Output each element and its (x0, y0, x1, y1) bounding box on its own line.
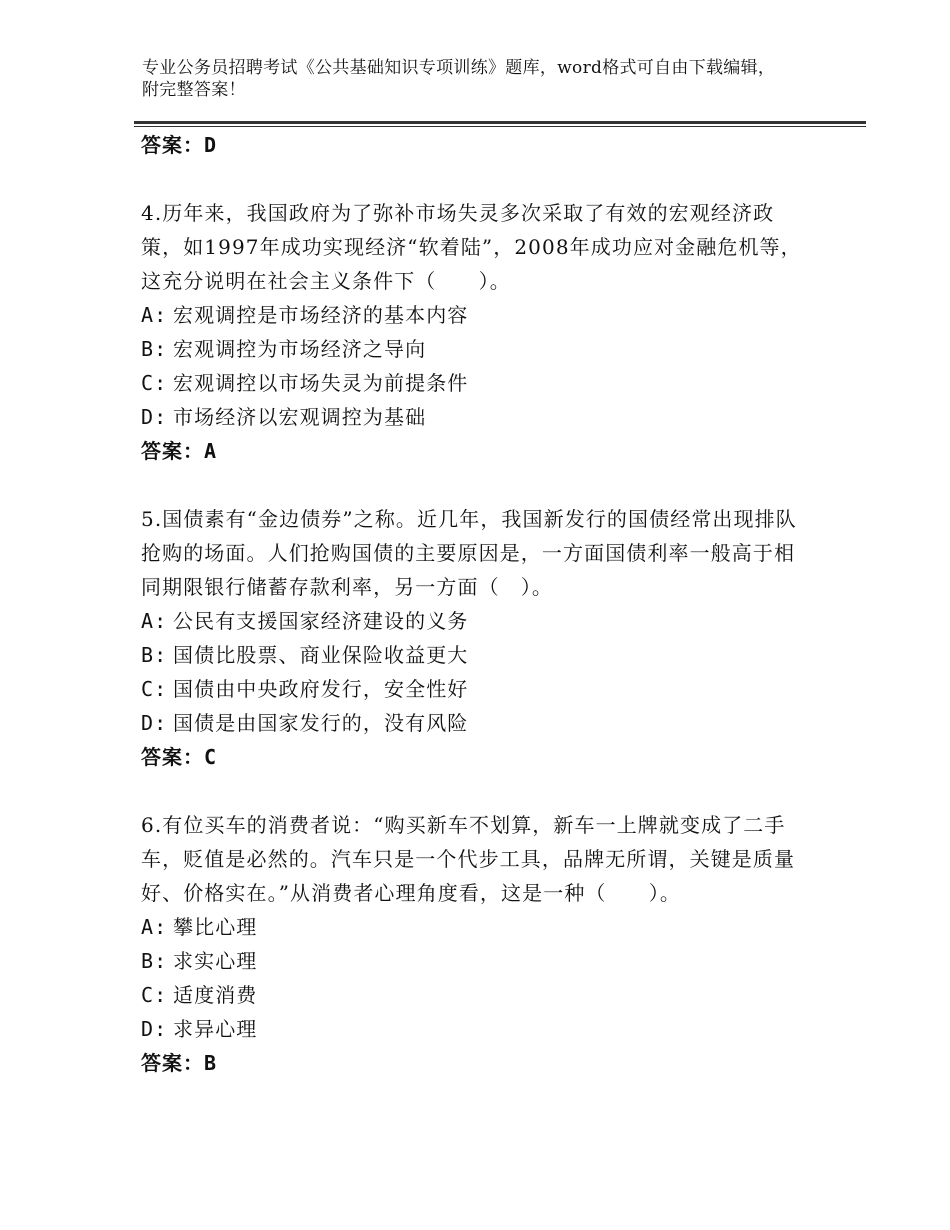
answer-line: 答案：A (141, 439, 218, 463)
option-text: 求实心理 (173, 949, 258, 973)
header-rule-thick (134, 121, 866, 124)
option-text: 国债是由国家发行的，没有风险 (173, 711, 469, 735)
option-label: A: (141, 609, 168, 633)
option-label: A: (141, 915, 168, 939)
option-d (141, 1012, 811, 1046)
option-label: C: (141, 983, 168, 1007)
answer-line: 答案：B (141, 1051, 218, 1075)
option-c (141, 978, 811, 1012)
option-d (141, 400, 811, 434)
question-stem: 5.国债素有“金边债券”之称。近几年，我国新发行的国债经常出现排队抢购的场面。人们抢购国债的主要原因是，一方面国债利率一般高于相同期限银行储蓄存款利率，另一方面（ ）。 (141, 507, 797, 599)
question-5 (141, 502, 811, 774)
option-label: A: (141, 303, 168, 327)
option-b (141, 638, 811, 672)
option-c (141, 672, 811, 706)
option-b (141, 944, 811, 978)
option-label: D: (141, 405, 168, 429)
page-header: 专业公务员招聘考试《公共基础知识专项训练》题库，word格式可自由下载编辑，附完整答案！ (142, 58, 776, 100)
header-rule-thin (134, 126, 866, 127)
answer-line: 答案：C (141, 745, 218, 769)
option-text: 适度消费 (173, 983, 258, 1007)
option-d (141, 706, 811, 740)
option-b (141, 332, 811, 366)
option-label: B: (141, 949, 168, 973)
answer-line: 答案：D (141, 133, 218, 157)
option-a (141, 604, 811, 638)
option-text: 宏观调控为市场经济之导向 (173, 337, 427, 361)
option-label: D: (141, 711, 168, 735)
option-label: C: (141, 371, 168, 395)
option-label: B: (141, 643, 168, 667)
question-4 (141, 196, 811, 468)
question-6 (141, 808, 811, 1080)
option-label: B: (141, 337, 168, 361)
option-text: 国债由中央政府发行，安全性好 (173, 677, 469, 701)
question-list (141, 128, 811, 1080)
option-label: C: (141, 677, 168, 701)
option-text: 宏观调控以市场失灵为前提条件 (173, 371, 469, 395)
option-label: D: (141, 1017, 168, 1041)
question-stem: 4.历年来，我国政府为了弥补市场失灵多次采取了有效的宏观经济政策，如1997年成功实现经济“软着陆”，2008年成功应对金融危机等，这充分说明在社会主义条件下（ ）。 (141, 201, 802, 293)
option-text: 宏观调控是市场经济的基本内容 (173, 303, 469, 327)
option-c (141, 366, 811, 400)
option-text: 市场经济以宏观调控为基础 (173, 405, 427, 429)
option-text: 求异心理 (173, 1017, 258, 1041)
option-a (141, 298, 811, 332)
option-text: 攀比心理 (173, 915, 258, 939)
question-stem: 6.有位买车的消费者说：“购买新车不划算，新车一上牌就变成了二手车，贬值是必然的。汽车只是一个代步工具，品牌无所谓，关键是质量好、价格实在。”从消费者心理角度看，这是一种（ ）。 (141, 813, 796, 905)
option-a (141, 910, 811, 944)
option-text: 国债比股票、商业保险收益更大 (173, 643, 469, 667)
option-text: 公民有支援国家经济建设的义务 (173, 609, 469, 633)
